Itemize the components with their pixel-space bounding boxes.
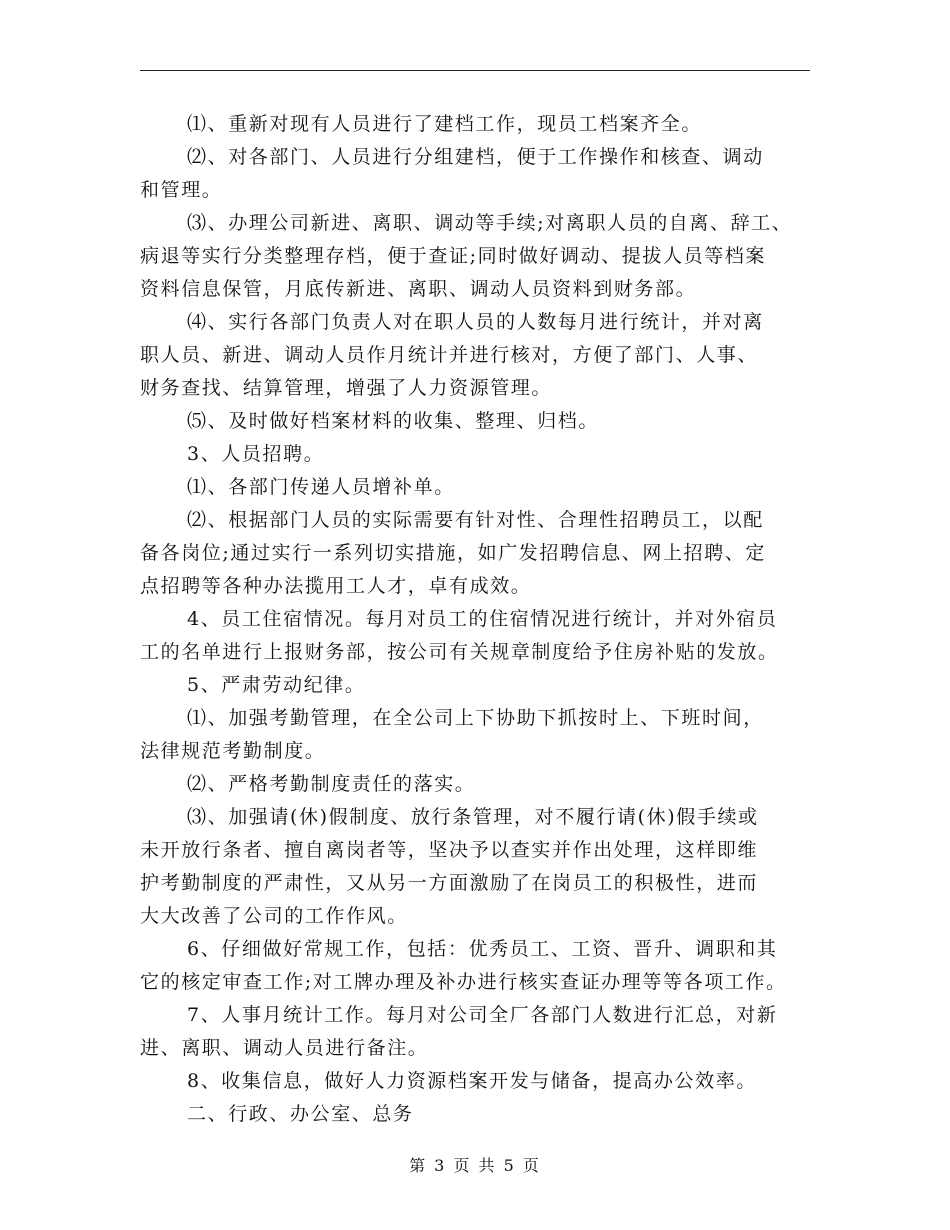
body-line: 它的核定审查工作;对工牌办理及补办进行核实查证办理等等各项工作。 [140,971,787,993]
body-line: 8、收集信息，做好人力资源档案开发与储备，提高办公效率。 [187,1070,757,1092]
body-line: 未开放行条者、擅自离岗者等，坚决予以查实并作出处理，这样即维 [140,839,759,861]
body-line: ⑷、实行各部门负责人对在职人员的人数每月进行统计，并对离 [187,311,764,333]
body-line: ⑸、及时做好档案材料的收集、整理、归档。 [187,410,600,432]
section-heading: 3、人员招聘。 [187,443,325,465]
body-line: 法律规范考勤制度。 [140,740,326,762]
body-line: 7、人事月统计工作。每月对公司全厂各部门人数进行汇总，对新 [187,1004,778,1026]
body-line: 护考勤制度的严肃性，又从另一方面激励了在岗员工的积极性，进而 [140,872,759,894]
page-number-footer: 第 3 页 共 5 页 [409,1156,541,1175]
document-body [140,108,820,1131]
section-heading: 二、行政、办公室、总务 [187,1103,414,1125]
body-line: 资料信息保管，月底传新进、离职、调动人员资料到财务部。 [140,278,697,300]
body-line: 4、员工住宿情况。每月对员工的住宿情况进行统计，并对外宿员 [187,608,778,630]
body-line: 工的名单进行上报财务部，按公司有关规章制度给予住房补贴的发放。 [140,641,779,663]
body-line: 点招聘等各种办法揽用工人才，卓有成效。 [140,575,532,597]
body-line: 职人员、新进、调动人员作月统计并进行核对，方便了部门、人事、 [140,344,759,366]
body-line: ⑴、各部门传递人员增补单。 [187,476,455,498]
body-line: 备各岗位;通过实行一系列切实措施，如广发招聘信息、网上招聘、定 [140,542,767,564]
body-line: 大大改善了公司的工作作风。 [140,905,408,927]
body-line: 进、离职、调动人员进行备注。 [140,1037,429,1059]
body-line: ⑶、办理公司新进、离职、调动等手续;对离职人员的自离、辞工、 [187,212,793,234]
body-line: 和管理。 [140,179,223,201]
body-line: 财务查找、结算管理，增强了人力资源管理。 [140,377,553,399]
section-heading: 5、严肃劳动纪律。 [187,674,366,696]
body-line: ⑵、严格考勤制度责任的落实。 [187,773,476,795]
header-rule [140,70,810,71]
body-line: ⑶、加强请(休)假制度、放行条管理，对不履行请(休)假手续或 [187,806,759,828]
body-line: ⑴、加强考勤管理，在全公司上下协助下抓按时上、下班时间， [187,707,764,729]
body-line: ⑵、根据部门人员的实际需要有针对性、合理性招聘员工，以配 [187,509,764,531]
body-line: ⑵、对各部门、人员进行分组建档，便于工作操作和核查、调动 [187,146,764,168]
body-line: 病退等实行分类整理存档，便于查证;同时做好调动、提拔人员等档案 [140,245,767,267]
body-line: 6、仔细做好常规工作，包括：优秀员工、工资、晋升、调职和其 [187,938,778,960]
body-line: ⑴、重新对现有人员进行了建档工作，现员工档案齐全。 [187,113,703,135]
